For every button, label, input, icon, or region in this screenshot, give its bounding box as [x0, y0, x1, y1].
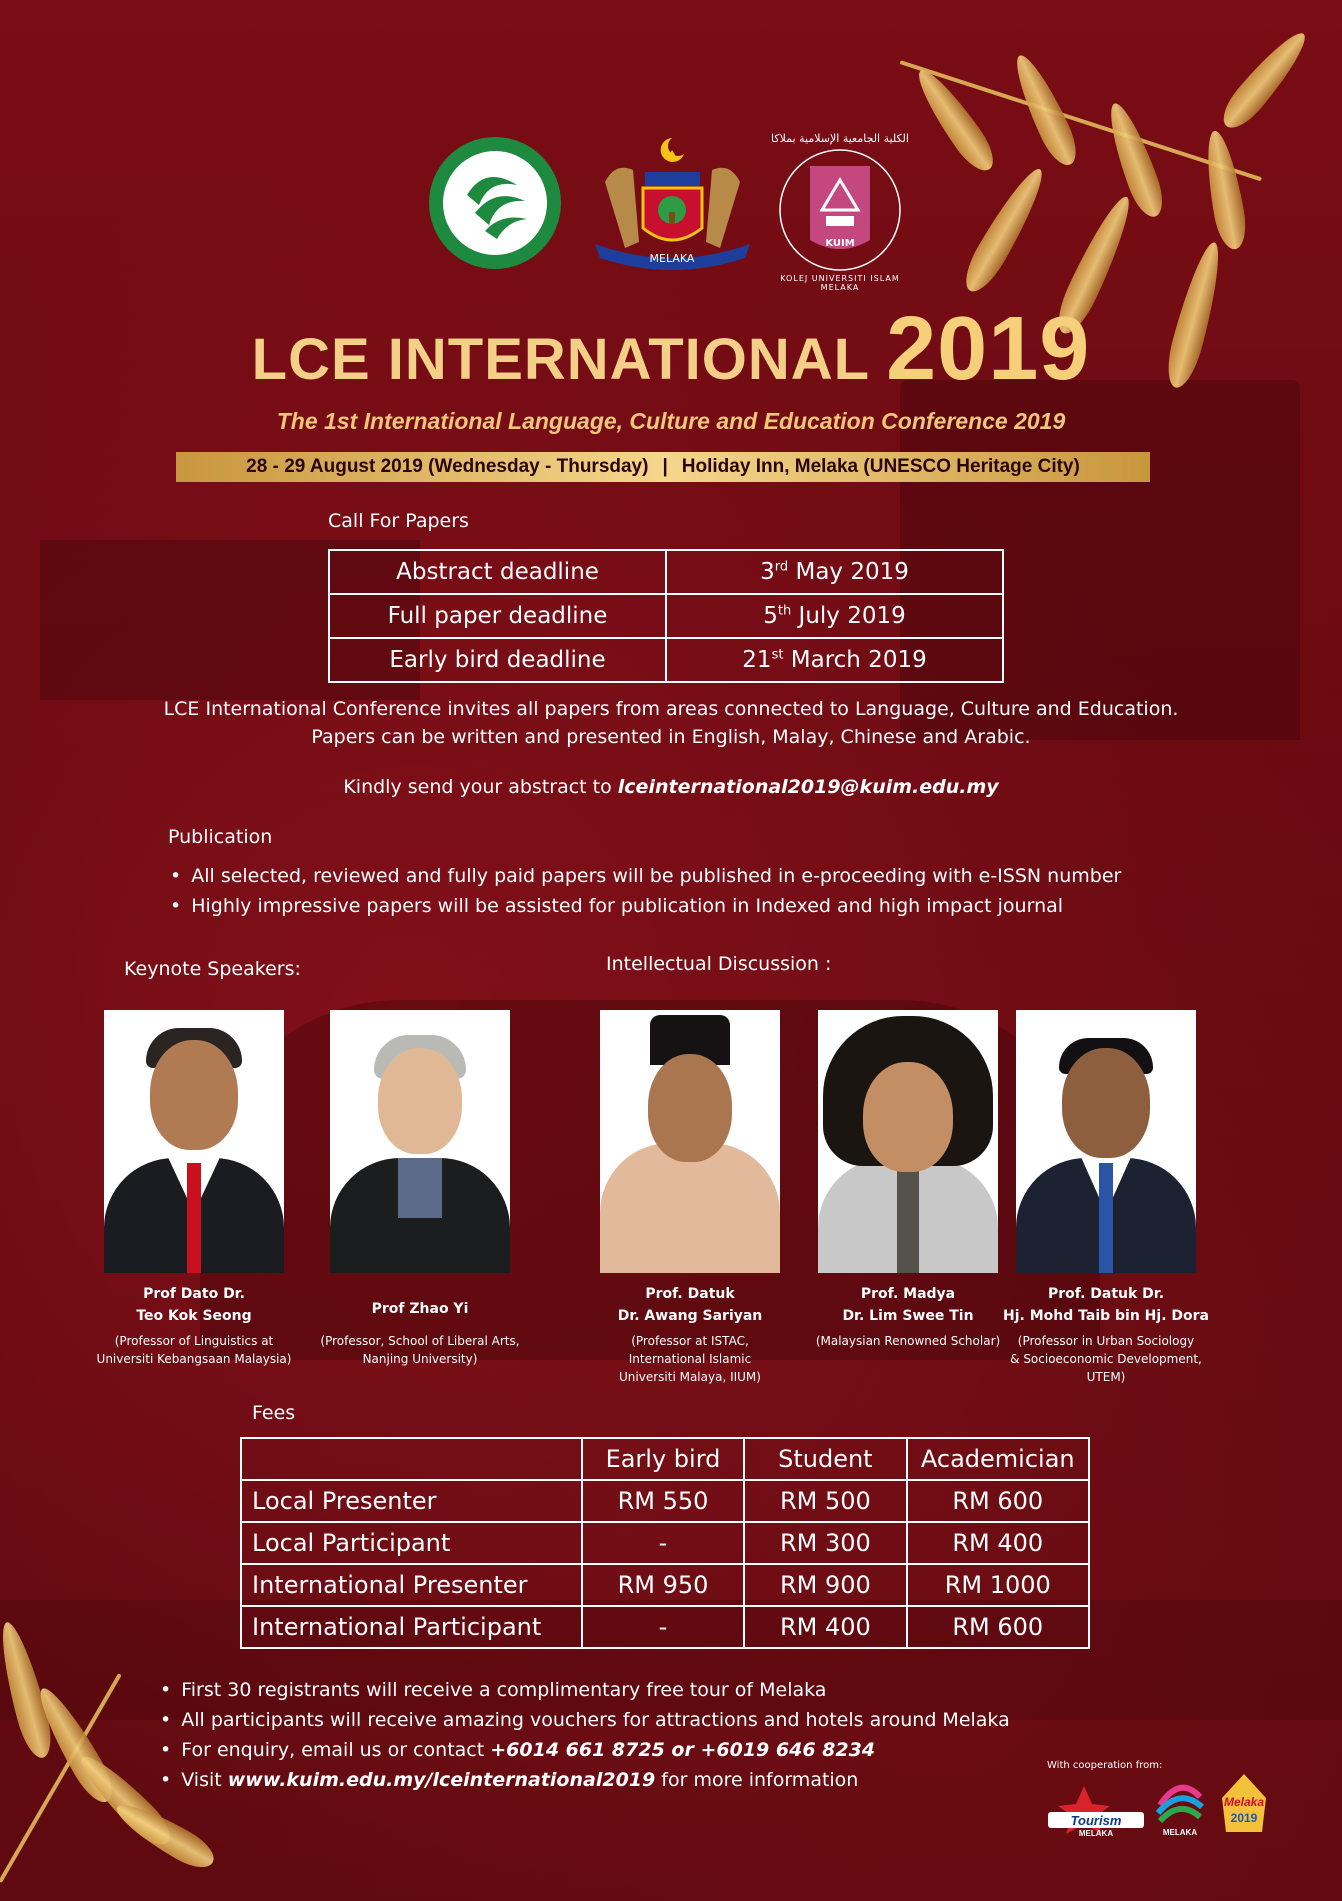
conference-dates: 28 - 29 August 2019 (Wednesday - Thursday) [246, 456, 649, 477]
fee-value: RM 950 [582, 1564, 744, 1606]
date-venue-band [176, 452, 1150, 482]
deadline-label: Early bird deadline [329, 638, 666, 682]
fee-value: RM 300 [744, 1522, 906, 1564]
column-header: Student [744, 1438, 906, 1480]
speaker-name: Prof Dato Dr. Teo Kok Seong [136, 1286, 252, 1324]
publication-list [170, 861, 1121, 921]
visit-melaka-2019-logo [1218, 1772, 1270, 1842]
fee-value: RM 1000 [907, 1564, 1089, 1606]
conference-venue: Holiday Inn, Melaka (UNESCO Heritage City) [681, 456, 1080, 477]
intellectual-discussion-heading: Intellectual Discussion : [606, 953, 832, 975]
list-item: • All participants will receive amazing vouchers for attractions and hotels around Melaka [160, 1705, 1010, 1735]
fee-category: International Presenter [241, 1564, 582, 1606]
title-year: 2019 [886, 299, 1091, 399]
speaker-description: (Professor at ISTAC, International Islamic Universiti Malaya, IIUM) [619, 1334, 761, 1384]
deadline-date: 21st March 2019 [666, 638, 1003, 682]
kuim-arabic-text: الكلية الجامعية الإسلامية بملاكا [771, 132, 909, 145]
submission-email-link[interactable]: lceinternational2019@kuim.edu.my [617, 776, 999, 798]
kuim-ring-text: KOLEJ UNIVERSITI ISLAM MELAKA [780, 274, 900, 292]
intro-line-2: Papers can be written and presented in English, Malay, Chinese and Arabic. [311, 726, 1031, 748]
column-header [241, 1438, 582, 1480]
list-item: • All selected, reviewed and fully paid papers will be published in e-proceeding with e-ISSN number [170, 861, 1121, 891]
speaker-name: Prof. Datuk Dr. Awang Sariyan [617, 1286, 763, 1324]
visit-logo-year: 2019 [1230, 1811, 1258, 1825]
fee-value: - [582, 1606, 744, 1648]
conference-title [0, 298, 1342, 401]
speaker-description: (Professor of Linguistics at Universiti Kebangsaan Malaysia) [96, 1334, 292, 1366]
fee-value: - [582, 1522, 744, 1564]
fee-value: RM 550 [582, 1480, 744, 1522]
speaker-photo [104, 1010, 284, 1273]
tourism-logo-text: Tourism [1070, 1813, 1122, 1828]
fee-value: RM 600 [907, 1606, 1089, 1648]
publication-heading: Publication [168, 826, 273, 848]
table-row [241, 1606, 1089, 1648]
tourism-logo-subtext: MELAKA [1078, 1829, 1114, 1838]
abstract-submission-line: Kindly send your abstract to lceinternational2019@kuim.edu.my [343, 776, 999, 798]
speaker-description: (Malaysian Renowned Scholar) [815, 1334, 1001, 1348]
melaka-coat-of-arms [585, 132, 760, 284]
speaker-photo [600, 1010, 780, 1273]
table-row [241, 1480, 1089, 1522]
title-main: LCE INTERNATIONAL [251, 327, 871, 392]
visit-logo-text: Melaka [1223, 1795, 1265, 1809]
keynote-speakers-heading: Keynote Speakers: [124, 958, 301, 980]
melaka-bersejarah-logo [1152, 1775, 1208, 1839]
melaka-logo-subtext: MELAKA [1162, 1828, 1198, 1837]
fee-value: RM 500 [744, 1480, 906, 1522]
deadlines-table [328, 549, 1004, 683]
website-link[interactable]: www.kuim.edu.my/lceinternational2019 [227, 1769, 656, 1791]
speaker-name: Prof Zhao Yi [371, 1301, 469, 1317]
table-row [241, 1564, 1089, 1606]
kuim-logo [770, 128, 910, 292]
table-row [329, 550, 1003, 594]
speaker-name: Prof. Madya Dr. Lim Swee Tin [842, 1286, 974, 1324]
information-list [160, 1675, 1010, 1795]
confucius-institute-logo [427, 135, 563, 275]
cooperation-label: With cooperation from: [1047, 1760, 1163, 1771]
deadline-label: Full paper deadline [329, 594, 666, 638]
fee-category: International Participant [241, 1606, 582, 1648]
kuim-abbr: KUIM [825, 238, 855, 249]
fee-value: RM 400 [744, 1606, 906, 1648]
deadline-label: Abstract deadline [329, 550, 666, 594]
fees-heading: Fees [252, 1402, 296, 1424]
deadline-date: 3rd May 2019 [666, 550, 1003, 594]
fee-value: RM 400 [907, 1522, 1089, 1564]
table-row [241, 1522, 1089, 1564]
speaker-photo [1016, 1010, 1196, 1273]
list-item: • For enquiry, email us or contact +6014 661 8725 or +6019 646 8234 [160, 1735, 1010, 1765]
list-item: • First 30 registrants will receive a complimentary free tour of Melaka [160, 1675, 1010, 1705]
band-separator: | [662, 456, 668, 477]
tourism-melaka-logo [1048, 1782, 1144, 1838]
list-item: • Highly impressive papers will be assisted for publication in Indexed and high impact journal [170, 891, 1121, 921]
speaker-description: (Professor in Urban Sociology & Socioeconomic Development, UTEM) [1010, 1334, 1202, 1384]
table-row [329, 594, 1003, 638]
table-row [329, 638, 1003, 682]
column-header: Academician [907, 1438, 1089, 1480]
speaker-description: (Professor, School of Liberal Arts, Nanjing University) [320, 1334, 520, 1366]
deadline-date: 5th July 2019 [666, 594, 1003, 638]
melaka-banner-text: MELAKA [649, 252, 695, 265]
fee-category: Local Participant [241, 1522, 582, 1564]
column-header: Early bird [582, 1438, 744, 1480]
conference-subtitle: The 1st International Language, Culture and Education Conference 2019 [276, 408, 1066, 434]
call-for-papers-heading: Call For Papers [328, 510, 469, 532]
list-item: • Visit www.kuim.edu.my/lceinternational2019 for more information [160, 1765, 1010, 1795]
fee-value: RM 900 [744, 1564, 906, 1606]
speaker-photo [330, 1010, 510, 1273]
table-row [241, 1438, 1089, 1480]
enquiry-phone-numbers[interactable]: +6014 661 8725 or +6019 646 8234 [490, 1739, 876, 1761]
intro-line-1: LCE International Conference invites all papers from areas connected to Language, Culture and Education. [163, 698, 1179, 720]
speaker-photo [818, 1010, 998, 1273]
speaker-name: Prof. Datuk Dr. Hj. Mohd Taib bin Hj. Dora [1003, 1286, 1209, 1324]
fee-category: Local Presenter [241, 1480, 582, 1522]
fees-table [240, 1437, 1090, 1649]
fee-value: RM 600 [907, 1480, 1089, 1522]
